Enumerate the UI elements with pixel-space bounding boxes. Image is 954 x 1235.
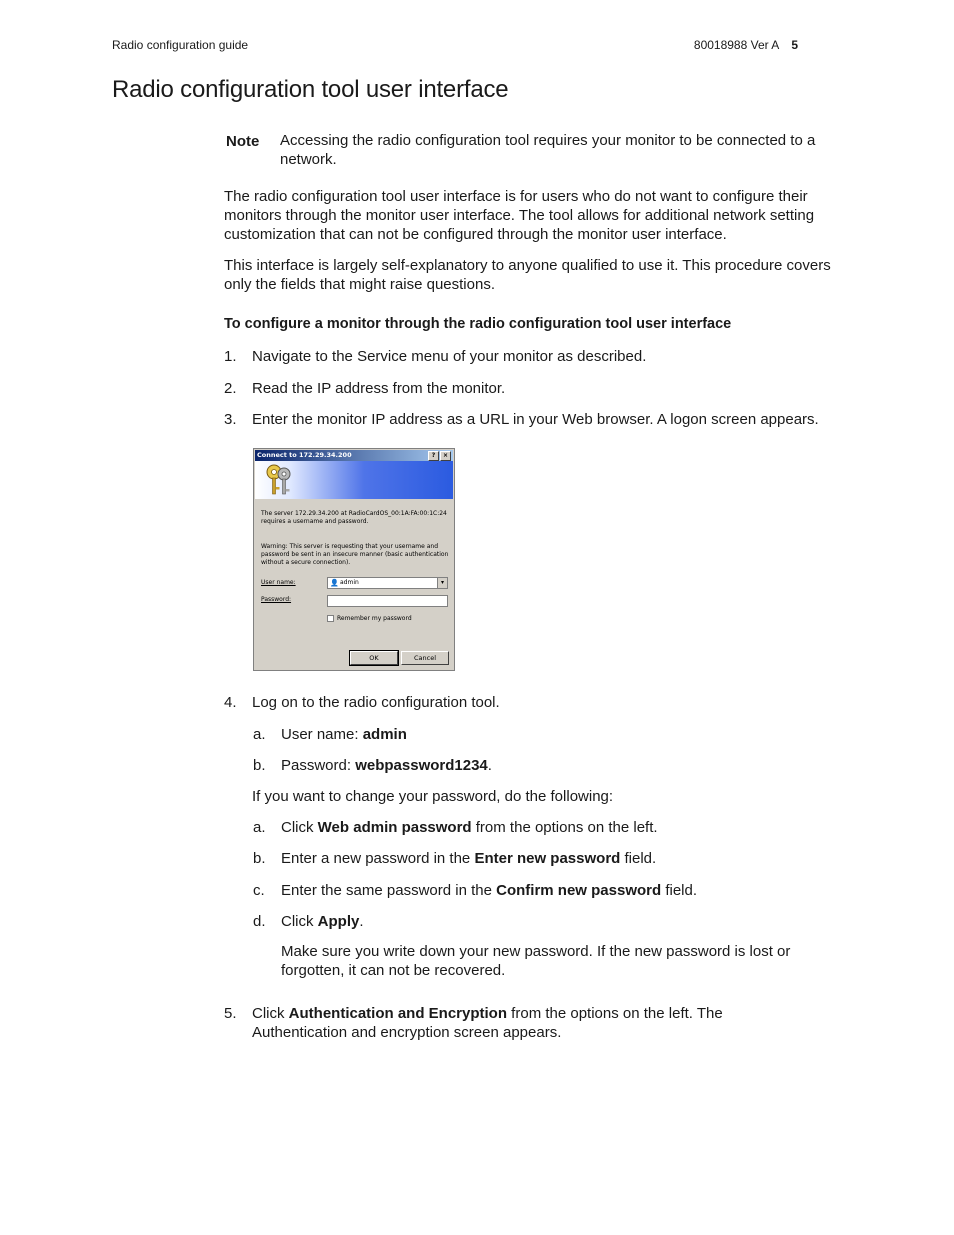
step-number: 3.	[224, 411, 237, 428]
substep-letter: d.	[253, 913, 266, 930]
chevron-down-icon[interactable]: ▾	[437, 578, 447, 588]
substep-click-apply: Click Apply.	[281, 913, 364, 930]
step-text: Log on to the radio configuration tool.	[252, 694, 500, 711]
keys-icon	[263, 463, 295, 497]
intro-paragraph: The radio configuration tool user interface is for users who do not want to configure their monitors through the monitor user interface. The tool allows for additional network setting customization that can not be configured through the monitor user interface.	[224, 188, 815, 243]
dialog-title: Connect to 172.29.34.200	[257, 451, 352, 459]
step-number: 1.	[224, 348, 237, 365]
substep-letter: a.	[253, 726, 266, 743]
cancel-button[interactable]: Cancel	[401, 651, 449, 665]
scope-paragraph: This interface is largely self-explanatory to anyone qualified to use it. This procedure covers only the fields that might raise questions.	[224, 257, 831, 293]
dialog-titlebar	[255, 450, 453, 461]
substep-letter: b.	[253, 757, 266, 774]
dialog-banner	[255, 461, 453, 499]
logon-dialog-screenshot	[253, 448, 455, 671]
password-warning: Make sure you write down your new password. If the new password is lost or forgotten, it can not be recovered.	[281, 943, 791, 979]
step-number: 5.	[224, 1005, 237, 1022]
substep-letter: a.	[253, 819, 266, 836]
ok-button[interactable]: OK	[350, 651, 398, 665]
help-button[interactable]: ?	[428, 451, 439, 461]
username-combobox[interactable]	[327, 577, 448, 589]
substep-username: User name: admin	[281, 726, 407, 743]
note-label: Note	[226, 133, 260, 150]
page-title: Radio configuration tool user interface	[112, 76, 509, 103]
password-input[interactable]	[327, 595, 448, 607]
substep-letter: b.	[253, 850, 266, 867]
substep-password: Password: webpassword1234.	[281, 757, 492, 774]
substep-click-web-admin: Click Web admin password from the options on the left.	[281, 819, 658, 836]
substep-confirm-new: Enter the same password in the Confirm new password field.	[281, 882, 698, 899]
close-button[interactable]: ×	[440, 451, 451, 461]
change-password-intro: If you want to change your password, do the following:	[252, 788, 614, 805]
running-header-title: Radio configuration guide	[112, 38, 249, 52]
running-header-doc-id	[694, 38, 798, 52]
step-number: 2.	[224, 380, 237, 397]
step-text: Enter the monitor IP address as a URL in your Web browser. A logon screen appears.	[252, 411, 819, 428]
password-label: Password:	[261, 596, 292, 603]
substep-enter-new: Enter a new password in the Enter new password field.	[281, 850, 657, 867]
username-value: admin	[340, 579, 359, 586]
dialog-server-text: The server 172.29.34.200 at RadioCardOS_00:1A:FA:00:1C:24 requires a username and password.	[261, 510, 447, 525]
substep-letter: c.	[253, 882, 265, 899]
username-label: User name:	[261, 579, 296, 586]
page-number: 5	[791, 38, 798, 52]
procedure-heading: To configure a monitor through the radio configuration tool user interface	[224, 316, 732, 332]
note-text: Accessing the radio configuration tool requires your monitor to be connected to a network.	[280, 132, 816, 168]
step-text: Navigate to the Service menu of your monitor as described.	[252, 348, 647, 365]
user-icon: 👤	[330, 579, 339, 587]
remember-password-checkbox[interactable]	[327, 615, 334, 622]
step-text: Click Authentication and Encryption from the options on the left. The Authentication and encryption screen appears.	[252, 1005, 723, 1041]
step-number: 4.	[224, 694, 237, 711]
dialog-warning-text: Warning: This server is requesting that your username and password be sent in an insecure manner (basic authentication without a secure connection).	[261, 543, 449, 566]
remember-password-label[interactable]: Remember my password	[337, 615, 412, 622]
step-text: Read the IP address from the monitor.	[252, 380, 506, 397]
doc-id: 80018988 Ver A	[693, 38, 780, 52]
